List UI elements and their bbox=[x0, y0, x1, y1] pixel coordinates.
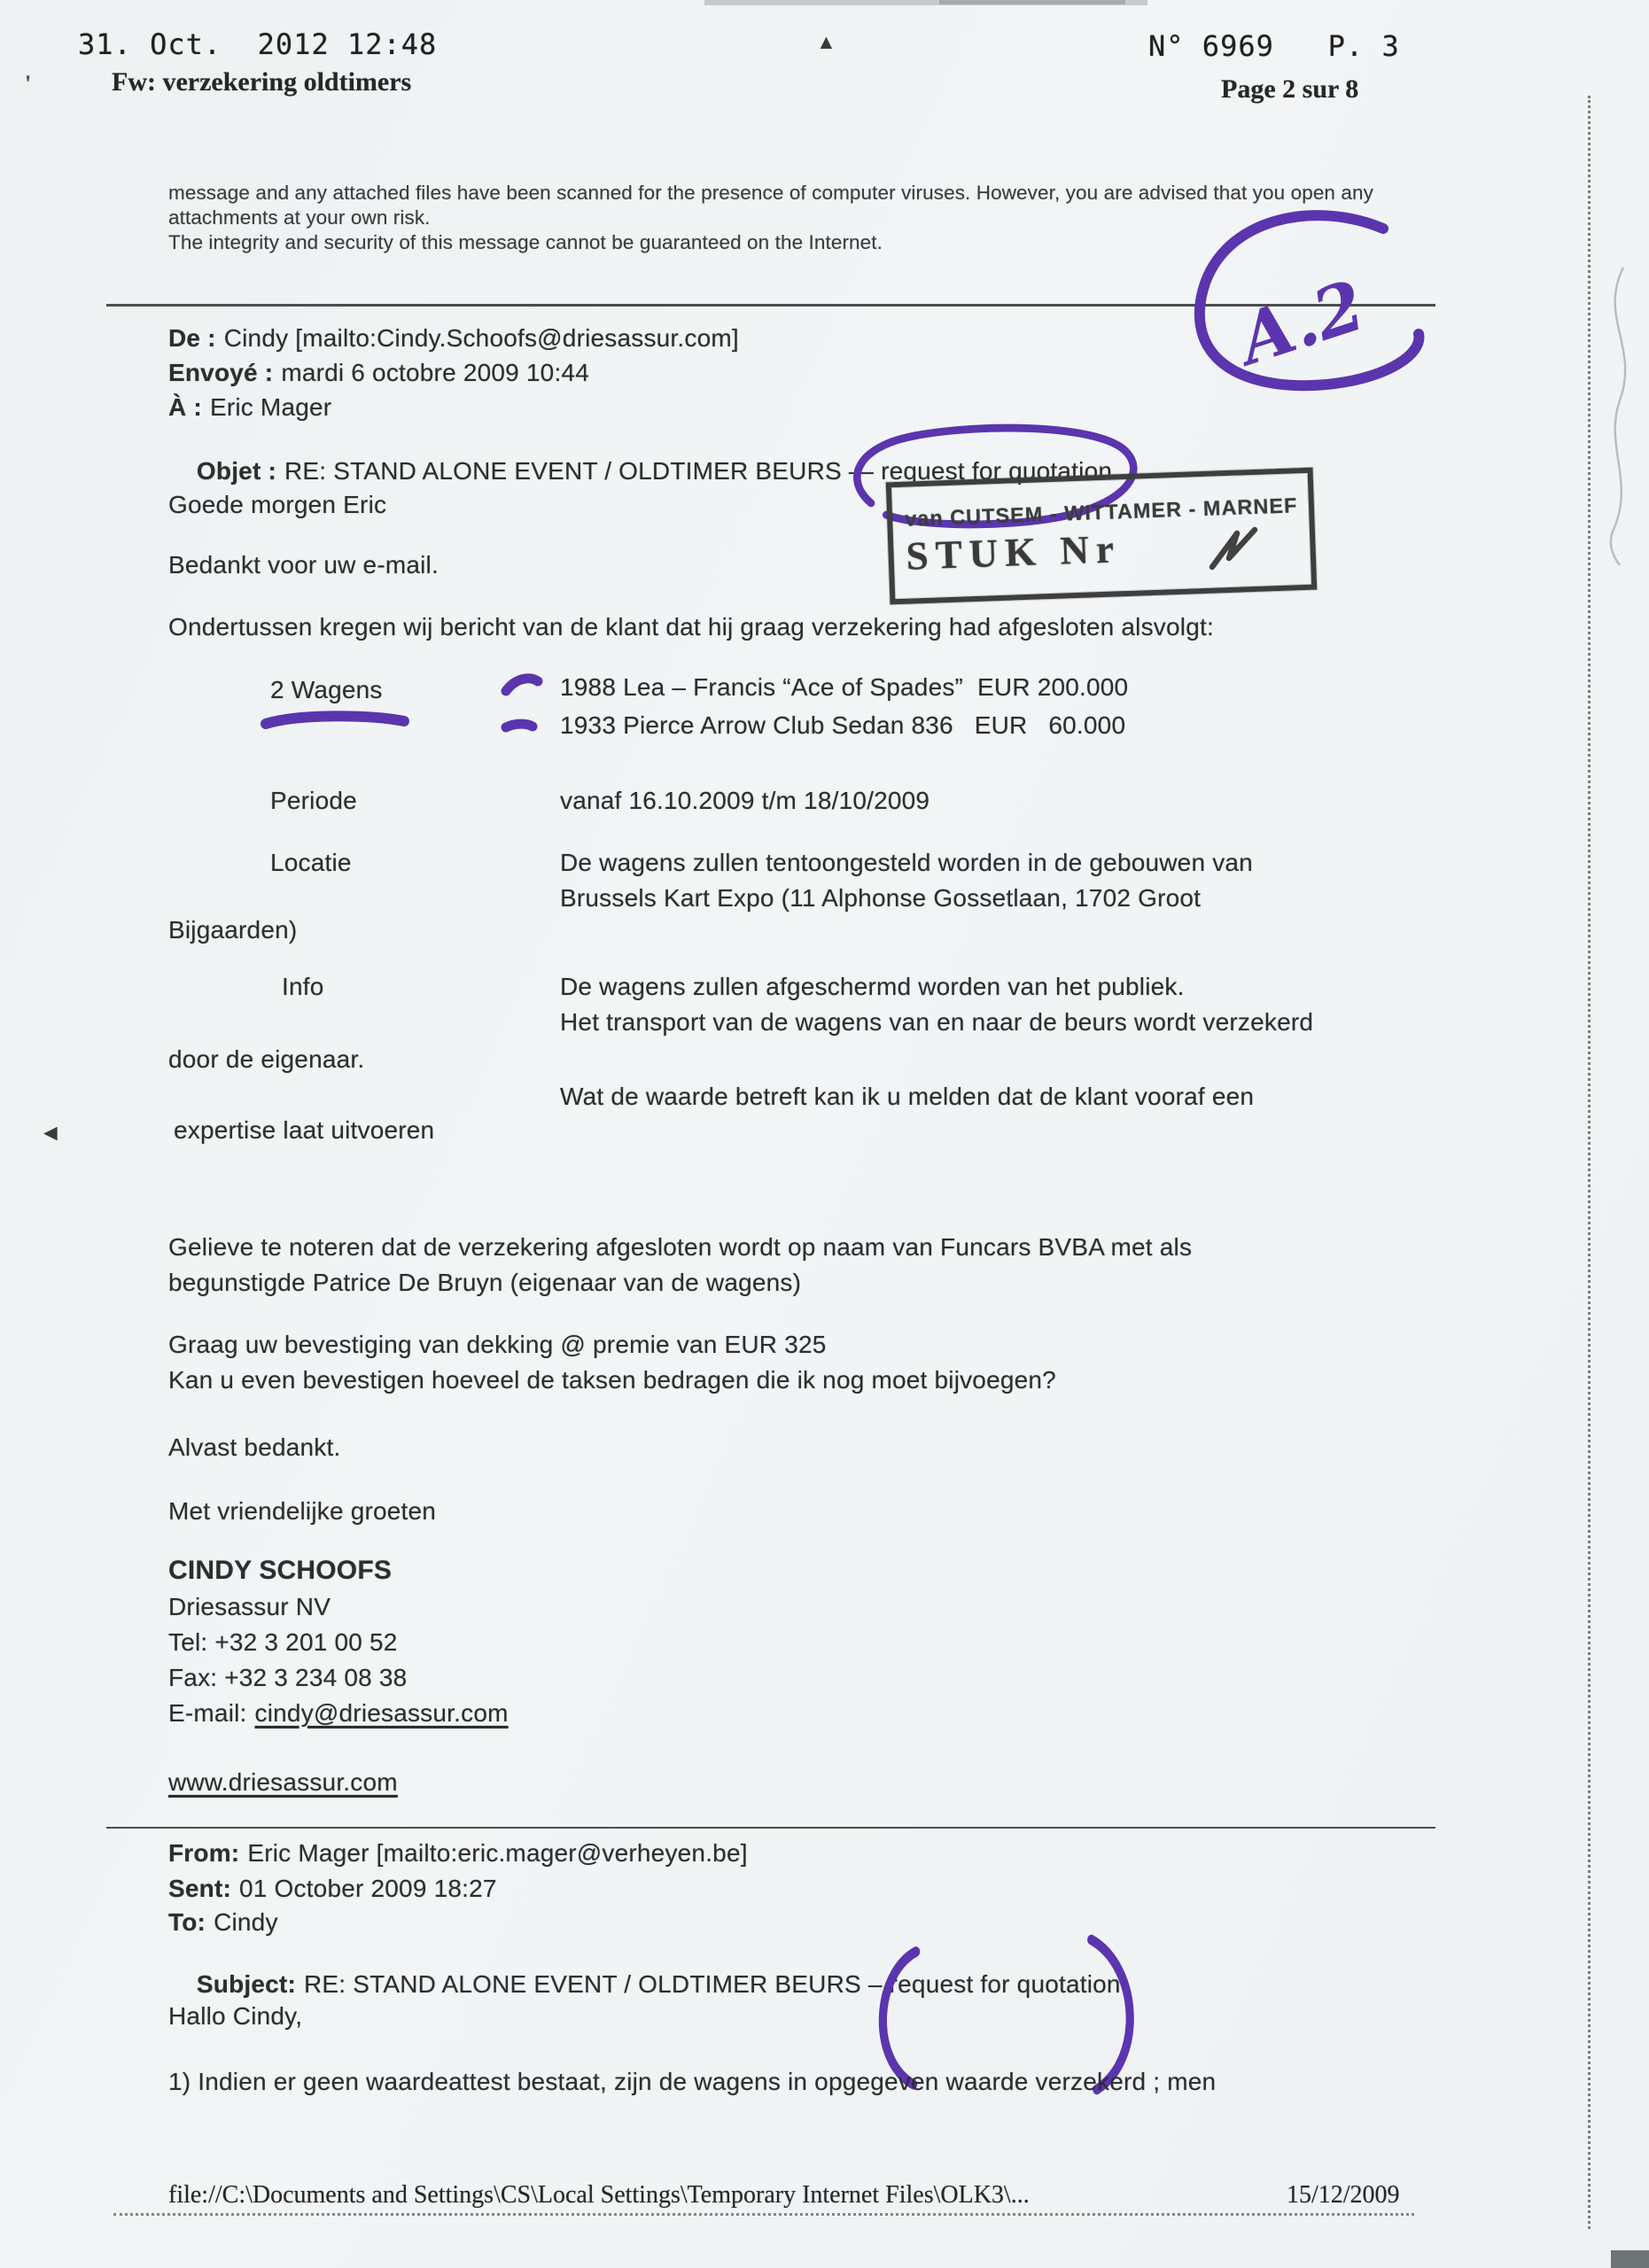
footer-file-path: file://C:\Documents and Settings\CS\Local Settings\Temporary Internet Files\OLK3\... bbox=[168, 2181, 1030, 2209]
stamp-handwritten-number bbox=[1203, 523, 1265, 578]
email2-subject-value: RE: STAND ALONE EVENT / OLDTIMER BEURS – bbox=[303, 1970, 883, 1999]
page-number-info: Page 2 sur 8 bbox=[1221, 74, 1359, 104]
email2-to-label: To: bbox=[168, 1908, 206, 1936]
confirm-line2: Kan u even bevestigen hoeveel de taksen bedragen die ik nog moet bijvoegen? bbox=[168, 1366, 1056, 1394]
email2-to-value: Cindy bbox=[214, 1908, 278, 1936]
handwritten-a2-annotation bbox=[1168, 209, 1460, 395]
stray-apostrophe-mark: ' bbox=[25, 71, 32, 97]
left-triangle-icon: ◄ bbox=[39, 1119, 62, 1146]
locatie-line1: De wagens zullen tentoongesteld worden in de gebouwen van bbox=[560, 849, 1253, 876]
email1-de-line bbox=[168, 324, 739, 353]
email2-sent-line bbox=[168, 1875, 497, 1903]
body-greeting: Goede morgen Eric bbox=[168, 491, 387, 518]
email2-from-value: Eric Mager [mailto:eric.mager@verheyen.be] bbox=[247, 1839, 748, 1867]
info-line4: Wat de waarde betreft kan ik u melden dat de klant vooraf een bbox=[560, 1083, 1255, 1110]
email1-envoye-value: mardi 6 octobre 2009 10:44 bbox=[281, 359, 589, 386]
purple-underline-wagens bbox=[260, 709, 410, 734]
disclaimer-line-2: attachments at your own risk. bbox=[168, 206, 431, 229]
email2-greeting: Hallo Cindy, bbox=[168, 2002, 303, 2030]
email1-a-line bbox=[168, 393, 331, 422]
car1-line: 1988 Lea – Francis “Ace of Spades” EUR 200.000 bbox=[560, 673, 1129, 701]
signature-fax: Fax: +32 3 234 08 38 bbox=[168, 1664, 408, 1691]
periode-value: vanaf 16.10.2009 t/m 18/10/2009 bbox=[560, 787, 930, 814]
separator-line-quoted bbox=[106, 1827, 1435, 1829]
email2-sent-label: Sent: bbox=[168, 1875, 231, 1902]
fax-subject-line: Fw: verzekering oldtimers bbox=[112, 67, 412, 97]
stamp-stuk-nr: STUK Nr bbox=[905, 525, 1122, 579]
email2-subject-circled: request for quotation bbox=[889, 1970, 1121, 1999]
email1-envoye-line bbox=[168, 359, 589, 387]
scan-edge-dotted-line bbox=[1588, 96, 1591, 2229]
up-triangle-icon: ▲ bbox=[816, 30, 836, 53]
disclaimer-line-1: message and any attached files have been scanned for the presence of computer viruses. However, you are advised that you open any bbox=[168, 182, 1373, 204]
email1-envoye-label: Envoyé : bbox=[168, 359, 274, 386]
info-line5: expertise laat uitvoeren bbox=[174, 1116, 435, 1144]
footer-date: 15/12/2009 bbox=[1287, 2181, 1400, 2209]
signature-name: CINDY SCHOOFS bbox=[168, 1556, 393, 1585]
signature-company: Driesassur NV bbox=[168, 1593, 331, 1620]
locatie-line3: Bijgaarden) bbox=[168, 916, 298, 944]
signature-website-link: www.driesassur.com bbox=[168, 1768, 398, 1796]
email2-subject-label: Subject: bbox=[196, 1970, 296, 1999]
confirm-line1: Graag uw bevestiging van dekking @ premie van EUR 325 bbox=[168, 1331, 827, 1358]
periode-label: Periode bbox=[270, 787, 357, 814]
note-line2: begunstigde Patrice De Bruyn (eigenaar van de wagens) bbox=[168, 1269, 802, 1296]
email1-de-value: Cindy [mailto:Cindy.Schoofs@driesassur.com] bbox=[223, 324, 739, 352]
email1-objet-circled: — request for quotation bbox=[848, 457, 1113, 485]
info-line2: Het transport van de wagens van en naar de beurs wordt verzekerd bbox=[560, 1008, 1314, 1036]
car2-line: 1933 Pierce Arrow Club Sedan 836 EUR 60.000 bbox=[560, 711, 1126, 739]
scan-corner-block bbox=[1611, 2250, 1649, 2268]
info-line3: door de eigenaar. bbox=[168, 1045, 365, 1073]
signature-email-line bbox=[168, 1699, 509, 1728]
info-label: Info bbox=[282, 973, 324, 1000]
fax-number-page: N° 6969 P. 3 bbox=[1148, 29, 1400, 63]
fax-datetime: 31. Oct. 2012 12:48 bbox=[78, 27, 438, 61]
pencil-squiggle-artifact bbox=[1593, 266, 1646, 567]
note-line1: Gelieve te noteren dat de verzekering afgesloten wordt op naam van Funcars BVBA met als bbox=[168, 1233, 1193, 1261]
body-thanks: Bedankt voor uw e-mail. bbox=[168, 551, 439, 579]
scan-smudge-top-dark bbox=[939, 0, 1125, 4]
disclaimer-line-3: The integrity and security of this message cannot be guaranteed on the Internet. bbox=[168, 231, 883, 253]
wagens-label: 2 Wagens bbox=[270, 676, 383, 703]
info-line1: De wagens zullen afgeschermd worden van het publiek. bbox=[560, 973, 1185, 1000]
email1-de-label: De : bbox=[168, 324, 216, 352]
email1-a-value: Eric Mager bbox=[209, 393, 332, 421]
email2-point1: 1) Indien er geen waardeattest bestaat, zijn de wagens in opgegeven waarde verzekerd ; men bbox=[168, 2068, 1217, 2095]
email2-subject-circled-wrap bbox=[890, 1970, 1121, 1999]
signature-email-link: cindy@driesassur.com bbox=[254, 1699, 509, 1727]
email1-a-label: À : bbox=[168, 393, 202, 421]
footer-dotted-line bbox=[113, 2213, 1414, 2216]
signature-tel: Tel: +32 3 201 00 52 bbox=[168, 1628, 398, 1656]
purple-tick-car2 bbox=[501, 716, 538, 737]
purple-tick-car1 bbox=[501, 671, 543, 699]
body-intro: Ondertussen kregen wij bericht van de klant dat hij graag verzekering had afgesloten alsvolgt: bbox=[168, 613, 1214, 641]
email2-subject-line bbox=[168, 1942, 1121, 2028]
regards-line: Met vriendelijke groeten bbox=[168, 1497, 437, 1525]
email2-from-label: From: bbox=[168, 1839, 240, 1867]
email2-sent-value: 01 October 2009 18:27 bbox=[239, 1875, 497, 1902]
email2-to-line bbox=[168, 1908, 278, 1937]
signature-email-label: E-mail: bbox=[168, 1699, 247, 1727]
closing-thanks: Alvast bedankt. bbox=[168, 1433, 341, 1461]
stamp-firm-name: van CUTSEM - WITTAMER - MARNEF bbox=[904, 493, 1298, 531]
locatie-label: Locatie bbox=[270, 849, 352, 876]
email1-objet-label: Objet : bbox=[196, 457, 276, 485]
email2-from-line bbox=[168, 1839, 748, 1868]
annotation-label: A.2 bbox=[1229, 265, 1374, 381]
email1-objet-value: RE: STAND ALONE EVENT / OLDTIMER BEURS bbox=[284, 457, 842, 485]
locatie-line2: Brussels Kart Expo (11 Alphonse Gossetlaan, 1702 Groot bbox=[560, 884, 1202, 912]
